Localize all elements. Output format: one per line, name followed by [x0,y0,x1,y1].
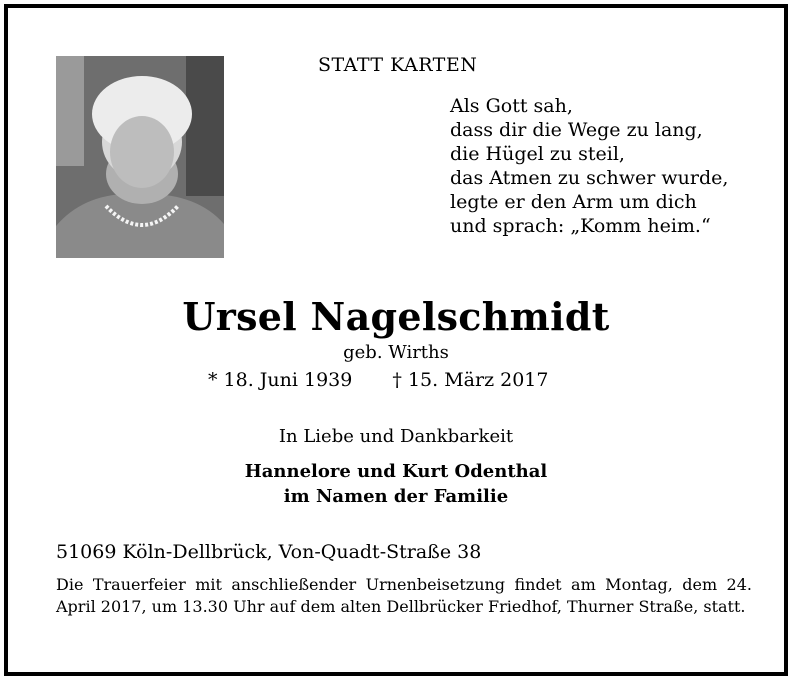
mourner-line: im Namen der Familie [283,486,509,507]
poem-line: und sprach: „Komm heim.“ [450,215,711,237]
poem-line: Als Gott sah, [450,95,573,117]
poem-line: dass dir die Wege zu lang, [450,119,703,141]
address: 51069 Köln-Dellbrück, Von-Quadt-Straße 38 [56,541,482,563]
death-date: † 15. März 2017 [392,369,549,391]
obituary-notice [4,4,788,676]
mourner-line: Hannelore und Kurt Odenthal [244,461,548,482]
gratitude-line: In Liebe und Dankbarkeit [278,426,514,447]
portrait-photo [56,56,224,258]
life-dates [208,369,548,391]
ceremony-details: Die Trauerfeier mit anschließender Urnenbeisetzung findet am Montag, dem 24. April 2017, um 13.30 Uhr auf dem alten Dellbrücker Friedhof, Thurner Straße, statt. [56,575,752,616]
poem-line: legte er den Arm um dich [450,191,697,213]
header-statt-karten: STATT KARTEN [318,54,478,76]
deceased-name: Ursel Nagelschmidt [182,294,610,339]
poem-line: das Atmen zu schwer wurde, [450,167,729,189]
poem-line: die Hügel zu steil, [450,143,625,165]
poem [450,94,728,238]
birth-date: * 18. Juni 1939 [208,369,353,391]
birth-name: geb. Wirths [343,342,449,363]
mourners [8,459,784,509]
